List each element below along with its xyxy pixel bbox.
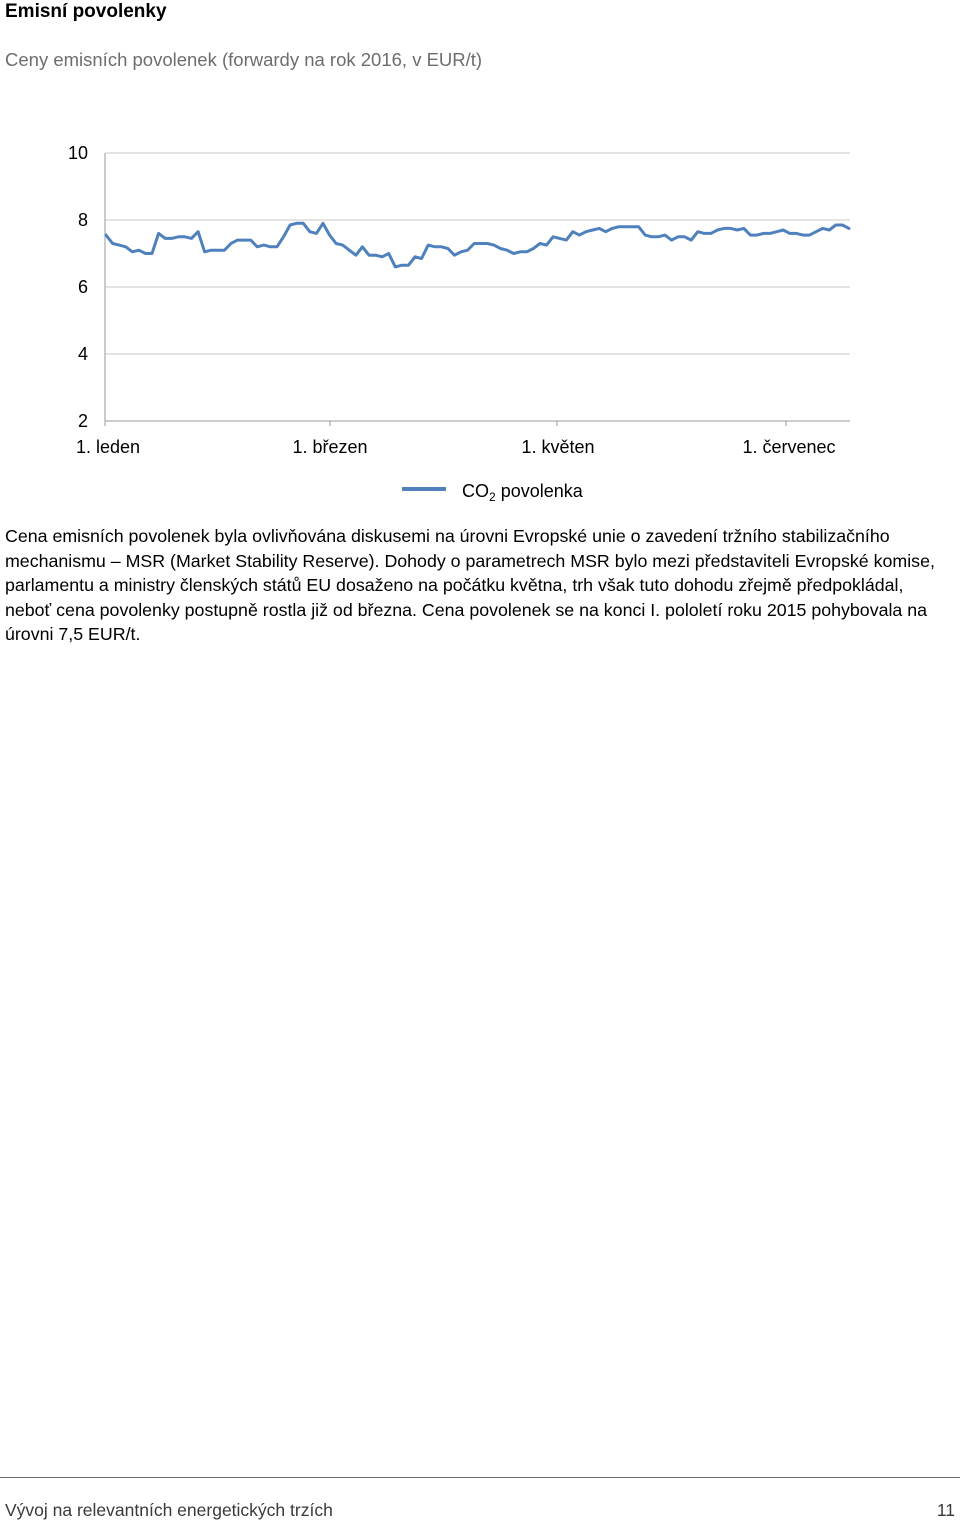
x-tick-label: 1. leden (75, 437, 141, 457)
y-tick-label: 8 (77, 210, 88, 230)
series-line (106, 223, 849, 267)
chart-title: Ceny emisních povolenek (forwardy na rok 2016, v EUR/t) (5, 49, 483, 70)
footer-title: Vývoj na relevantních energetických trzích (5, 1500, 333, 1520)
body-paragraph: Cena emisních povolenek byla ovlivňována diskusemi na úrovni Evropské unie o zavedení tržního stabilizačního mechanismu – MSR (Market Stability Reserve). Dohody o parametrech MSR bylo mezi představiteli Evropské komise, parlamentu a ministry členských států EU dosaženo na počátku května, trh však tuto dohodu zřejmě předpokládal, neboť cena povolenky postupně rostla již od března. Cena povolenek se na konci I. pololetí roku 2015 pohybovala na úrovni 7,5 EUR/t. (5, 526, 935, 644)
y-tick-label: 4 (77, 344, 88, 364)
legend-label: $CO_2$ povolenka (462, 481, 583, 504)
y-tick-label: 10 (67, 143, 88, 163)
section-title: Emisní povolenky (5, 1, 167, 22)
page-number: 11 (936, 1500, 955, 1520)
y-tick-label: 2 (77, 411, 88, 431)
x-tick-label: 1. březen (292, 437, 368, 457)
price-line-chart (0, 130, 960, 515)
x-tick-label: 1. červenec (742, 437, 836, 457)
footer-divider (0, 1477, 960, 1478)
x-tick-label: 1. květen (521, 437, 595, 457)
y-tick-label: 6 (77, 277, 88, 297)
